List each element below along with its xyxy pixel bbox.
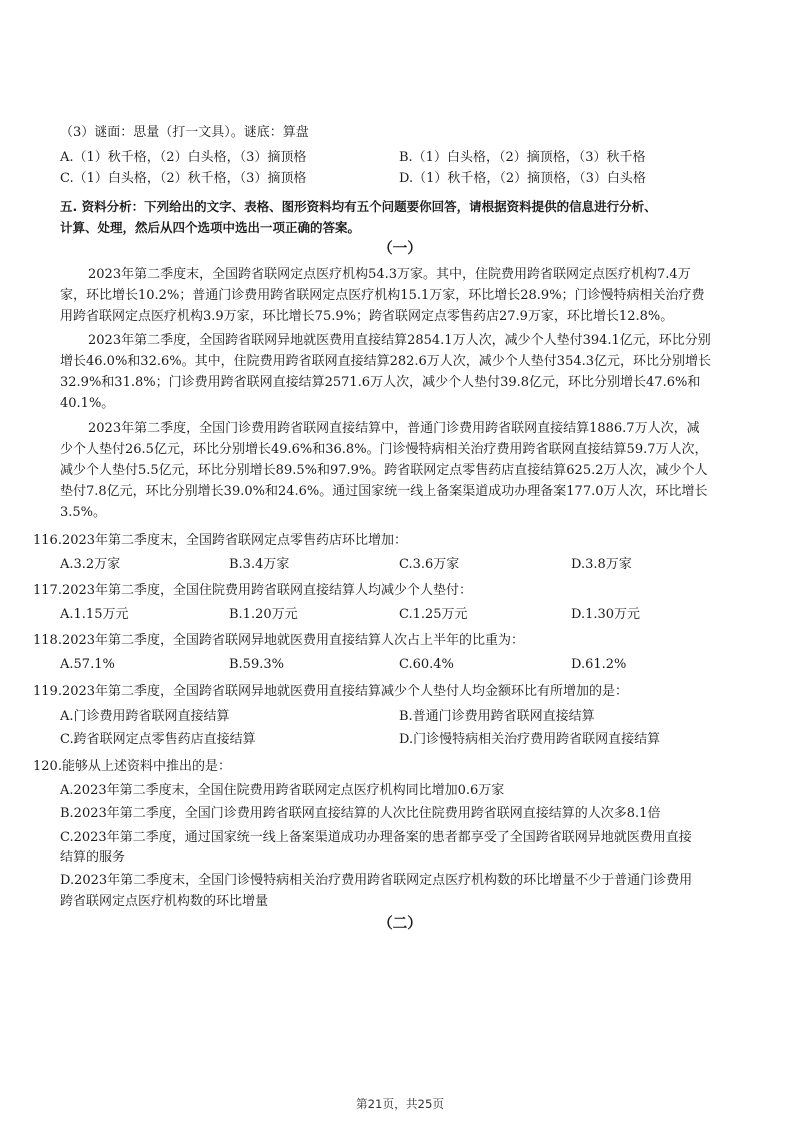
passage-p3-line2: 少个人垫付26.5亿元，环比分别增长49.6%和36.8%。门诊慢特病相关治疗费用跨省联网直接结算59.7万人次，	[60, 442, 708, 457]
q120-option-a: A.2023年第二季度末，全国住院费用跨省联网定点医疗机构同比增加0.6万家	[60, 783, 505, 798]
q119-option-b: B.普通门诊费用跨省联网直接结算	[399, 709, 595, 724]
q116-option-b: B.3.4万家	[229, 557, 290, 572]
passage-p3-line3: 减少个人垫付5.5亿元，环比分别增长89.5%和97.9%。跨省联网定点零售药店直接结算625.2万人次，减少个人	[60, 463, 708, 478]
q116-option-a: A.3.2万家	[60, 557, 121, 572]
passage-p2-line4: 40.1%。	[60, 396, 115, 411]
q118-option-d: D.61.2%	[571, 657, 627, 672]
q120-option-d-line1: D.2023年第二季度末，全国门诊慢特病相关治疗费用跨省联网定点医疗机构数的环比增量不少于普通门诊费用	[60, 873, 693, 888]
q117-option-c: C.1.25万元	[399, 607, 468, 622]
q115-option-d: D.（1）秋千格，（2）摘顶格，（3）白头格	[399, 171, 646, 186]
passage-p3-line1: 2023年第二季度，全国门诊费用跨省联网直接结算中，普通门诊费用跨省联网直接结算1886.7万人次，减	[88, 421, 700, 436]
q116-option-d: D.3.8万家	[571, 557, 632, 572]
q120-stem: 120.能够从上述资料中推出的是：	[33, 759, 231, 774]
q120-option-b: B.2023年第二季度，全国门诊费用跨省联网直接结算的人次比住院费用跨省联网直接结算的人次多8.1倍	[60, 806, 661, 821]
passage-p2-line2: 增长46.0%和32.6%。其中，住院费用跨省联网直接结算282.6万人次，减少个人垫付354.3亿元，环比分别增长	[60, 354, 712, 369]
part-one-title: （一）	[378, 240, 422, 257]
passage-p1-line1: 2023年第二季度末，全国跨省联网定点医疗机构54.3万家。其中，住院费用跨省联网定点医疗机构7.4万	[88, 267, 691, 282]
passage-p2-line1: 2023年第二季度，全国跨省联网异地就医费用直接结算2854.1万人次，减少个人垫付394.1亿元，环比分别	[88, 333, 711, 348]
q119-option-a: A.门诊费用跨省联网直接结算	[60, 709, 230, 724]
part-two-title: （二）	[378, 915, 422, 932]
q117-option-b: B.1.20万元	[229, 607, 298, 622]
q118-option-c: C.60.4%	[399, 657, 454, 672]
q120-option-c-line2: 结算的服务	[60, 850, 126, 865]
q117-option-a: A.1.15万元	[60, 607, 129, 622]
q117-option-d: D.1.30万元	[571, 607, 641, 622]
page-footer: 第21页，共25页	[355, 1097, 445, 1111]
q120-option-d-line2: 跨省联网定点医疗机构数的环比增量	[60, 894, 269, 909]
passage-p2-line3: 32.9%和31.8%；门诊费用跨省联网直接结算2571.6万人次，减少个人垫付39.8亿元，环比分别增长47.6%和	[60, 375, 701, 390]
q119-option-c: C.跨省联网定点零售药店直接结算	[60, 732, 256, 747]
q118-option-a: A.57.1%	[60, 657, 115, 672]
q119-option-d: D.门诊慢特病相关治疗费用跨省联网直接结算	[399, 732, 661, 747]
q119-stem: 119.2023年第二季度，全国跨省联网异地就医费用直接结算减少个人垫付人均金额环比有所增加的是：	[33, 684, 629, 699]
q120-option-c-line1: C.2023年第二季度，通过国家统一线上备案渠道成功办理备案的患者都享受了全国跨省联网异地就医费用直接	[60, 830, 692, 845]
q115-option-b: B.（1）白头格，（2）摘顶格，（3）秋千格	[399, 150, 646, 165]
passage-p1-line3: 用跨省联网定点医疗机构3.9万家，环比增长75.9%；跨省联网定点零售药店27.9万家，环比增长12.8%。	[60, 309, 674, 324]
riddle-line: （3）谜面：思量（打一文具）。谜底：算盘	[60, 125, 309, 140]
passage-p1-line2: 家，环比增长10.2%；普通门诊费用跨省联网定点医疗机构15.1万家，环比增长28.9%；门诊慢特病相关治疗费	[60, 288, 705, 303]
q118-stem: 118.2023年第二季度，全国跨省联网异地就医费用直接结算人次占上半年的比重为：	[33, 633, 525, 648]
section-heading-line2: 计算、处理，然后从四个选项中选出一项正确的答案。	[60, 220, 361, 235]
q117-stem: 117.2023年第二季度，全国住院费用跨省联网直接结算人均减少个人垫付：	[33, 583, 473, 598]
q115-option-c: C.（1）白头格，（2）秋千格，（3）摘顶格	[60, 171, 307, 186]
q118-option-b: B.59.3%	[229, 657, 284, 672]
passage-p3-line5: 3.5%。	[60, 505, 107, 520]
passage-p3-line4: 垫付7.8亿元，环比分别增长39.0%和24.6%。通过国家统一线上备案渠道成功办理备案177.0万人次，环比增长	[60, 484, 708, 499]
q116-option-c: C.3.6万家	[399, 557, 460, 572]
q116-stem: 116.2023年第二季度末，全国跨省联网定点零售药店环比增加：	[33, 533, 408, 548]
q115-option-a: A.（1）秋千格，（2）白头格，（3）摘顶格	[60, 150, 307, 165]
section-heading-line1: 五. 资料分析：下列给出的文字、表格、图形资料均有五个问题要你回答，请根据资料提供的信息进行分析、	[60, 199, 657, 214]
